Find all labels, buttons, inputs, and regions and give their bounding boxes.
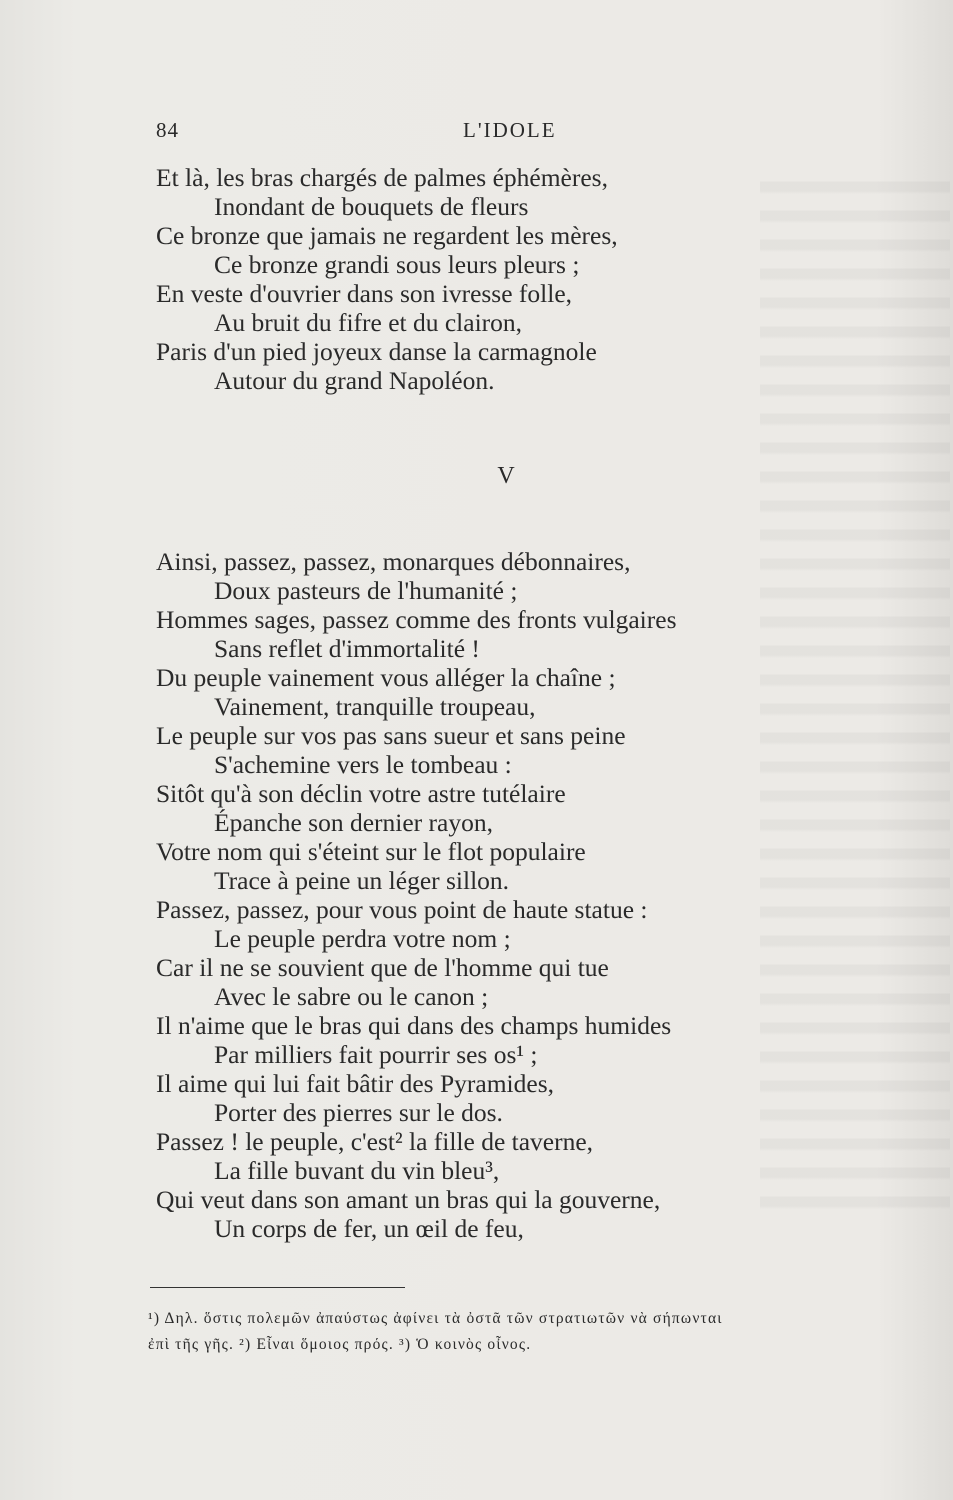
verse-line: Du peuple vainement vous alléger la chaîne ; <box>156 663 616 692</box>
verse-line: Hommes sages, passez comme des fronts vulgaires <box>156 605 677 634</box>
footnote-divider <box>150 1287 405 1288</box>
verse-line: Par milliers fait pourrir ses os¹ ; <box>214 1040 538 1069</box>
verse-line: Sans reflet d'immortalité ! <box>214 634 480 663</box>
footnotes <box>148 1306 868 1358</box>
verse-line: Passez ! le peuple, c'est² la fille de taverne, <box>156 1127 594 1156</box>
verse-line: Le peuple perdra votre nom ; <box>214 924 511 953</box>
running-header <box>0 118 953 148</box>
verse-line: Il n'aime que le bras qui dans des champs humides <box>156 1011 672 1040</box>
verse-line: Sitôt qu'à son déclin votre astre tutélaire <box>156 779 566 808</box>
verse-line: Le peuple sur vos pas sans sueur et sans peine <box>156 721 626 750</box>
verse-line: Et là, les bras chargés de palmes éphémères, <box>156 163 608 192</box>
running-title: L'IDOLE <box>463 118 557 142</box>
verse-line: En veste d'ouvrier dans son ivresse folle, <box>156 279 573 308</box>
stanza-2 <box>156 547 856 1243</box>
verse-line: Qui veut dans son amant un bras qui la gouverne, <box>156 1185 661 1214</box>
page-number: 84 <box>156 118 179 142</box>
verse-line: Ainsi, passez, passez, monarques débonnaires, <box>156 547 631 576</box>
verse-line: Vainement, tranquille troupeau, <box>214 692 536 721</box>
footnote-line: ¹) Δηλ. ὅστις πολεμῶν ἀπαύστως ἀφίνει τὰ ὀστᾶ τῶν στρατιωτῶν νὰ σήπωνται <box>148 1310 723 1327</box>
verse-line: Porter des pierres sur le dos. <box>214 1098 503 1127</box>
verse-line: La fille buvant du vin bleu³, <box>214 1156 500 1185</box>
verse-line: Trace à peine un léger sillon. <box>214 866 510 895</box>
footnote-line: ἐπὶ τῆς γῆς. ²) Εἶναι ὅμοιος πρός. ³) Ὁ κοινὸς οἶνος. <box>148 1336 532 1353</box>
verse-line: Ce bronze grandi sous leurs pleurs ; <box>214 250 580 279</box>
verse-line: Épanche son dernier rayon, <box>214 808 493 837</box>
verse-line: Un corps de fer, un œil de feu, <box>214 1214 524 1243</box>
verse-line: Car il ne se souvient que de l'homme qui tue <box>156 953 609 982</box>
verse-line: S'achemine vers le tombeau : <box>214 750 512 779</box>
stanza-1 <box>156 163 856 395</box>
verse-line: Passez, passez, pour vous point de haute statue : <box>156 895 648 924</box>
verse-line: Paris d'un pied joyeux danse la carmagnole <box>156 337 597 366</box>
verse-line: Inondant de bouquets de fleurs <box>214 192 529 221</box>
verse-line: Autour du grand Napoléon. <box>214 366 495 395</box>
verse-line: Doux pasteurs de l'humanité ; <box>214 576 518 605</box>
verse-line: Ce bronze que jamais ne regardent les mères, <box>156 221 618 250</box>
verse-line: Avec le sabre ou le canon ; <box>214 982 489 1011</box>
section-numeral: V <box>497 463 515 489</box>
verse-line: Au bruit du fifre et du clairon, <box>214 308 523 337</box>
verse-line: Votre nom qui s'éteint sur le flot populaire <box>156 837 586 866</box>
verse-line: Il aime qui lui fait bâtir des Pyramides, <box>156 1069 554 1098</box>
